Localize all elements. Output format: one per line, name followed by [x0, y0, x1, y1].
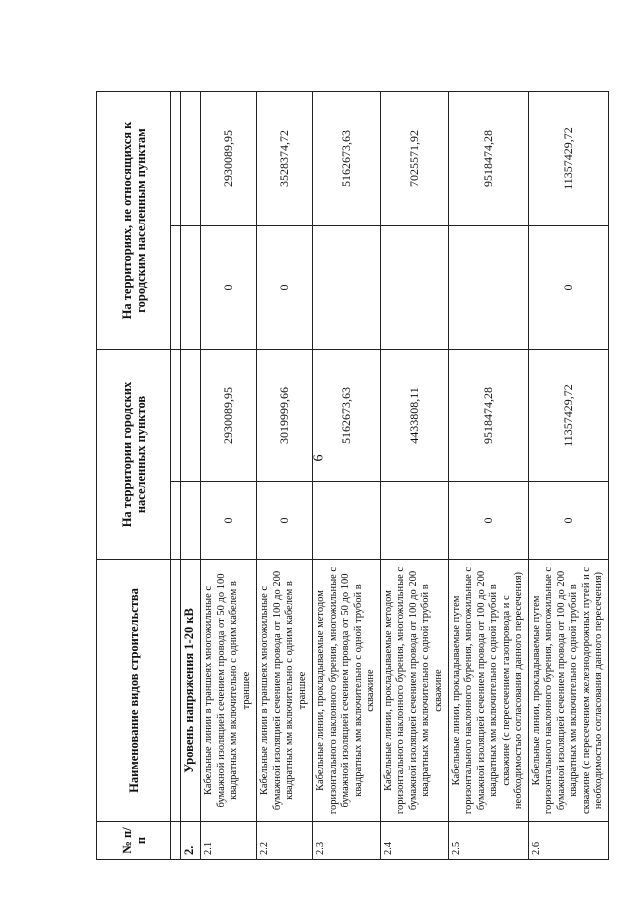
row-value-a: 0: [257, 482, 313, 560]
row-value-c: 0: [201, 226, 257, 350]
row-value-c: [448, 226, 528, 350]
row-num: 2.4: [380, 822, 448, 860]
table-row: [528, 92, 608, 860]
level-empty-cell: [181, 226, 201, 350]
row-value-d: 5162673,63: [313, 92, 381, 226]
level-empty-cell: [181, 482, 201, 560]
row-value-c: [313, 226, 381, 350]
row-num: 2.6: [528, 822, 608, 860]
table-row: [380, 92, 448, 860]
row-value-d: 7025571,92: [380, 92, 448, 226]
row-value-d: 2930089,95: [201, 92, 257, 226]
separator-cell: [171, 822, 181, 860]
header-num: № п/п: [97, 822, 171, 860]
row-value-b: 4433808,11: [380, 350, 448, 482]
table-row: [313, 92, 381, 860]
row-num: 2.3: [313, 822, 381, 860]
separator-cell: [171, 226, 181, 350]
document-table-rotated: [96, 92, 604, 860]
row-name: Кабельные линии, прокладываемые методом горизонтального наклонного бурения, многожильные с бумажной изоляцией сечением провода от 50 до 100 квадратных мм включительно с одной трубой в скважине: [313, 560, 381, 822]
page-number: 6: [311, 454, 327, 462]
separator-cell: [171, 350, 181, 482]
row-value-d: 3528374,72: [257, 92, 313, 226]
row-value-b: 11357429,72: [528, 350, 608, 482]
row-name: Кабельные линии, прокладываемые путем горизонтального наклонного бурения, многожильные с бумажной изоляцией сечением провода от 100 до 200 квадратных мм включительно с одной трубой в скважине (с пересечением газопровода и с необходимостью согласования данного пересечения): [448, 560, 528, 822]
row-value-a: 0: [448, 482, 528, 560]
document-table-frame: [96, 92, 604, 860]
table-row: [257, 92, 313, 860]
row-value-c: 0: [528, 226, 608, 350]
table-header-row: [97, 92, 171, 860]
header-urban: На территории городских населенных пунктов: [97, 350, 171, 560]
row-value-b: 2930089,95: [201, 350, 257, 482]
row-name: Кабельные линии, прокладываемые методом горизонтального наклонного бурения, многожильные с бумажной изоляцией сечением провода от 100 до 200 квадратных мм включительно с одной трубой в скважине: [380, 560, 448, 822]
row-num: 2.5: [448, 822, 528, 860]
row-value-a: [380, 482, 448, 560]
construction-cost-table: [96, 91, 609, 860]
level-empty-cell: [181, 92, 201, 226]
row-value-a: 0: [201, 482, 257, 560]
header-non-urban: На территориях, не относящихся к городским населенным пунктам: [97, 92, 171, 350]
row-num: 2.1: [201, 822, 257, 860]
row-name: Кабельные линии в траншеях многожильные с бумажной изоляцией сечением провода от 100 до 200 квадратных мм включительно с одним кабелем в траншее: [257, 560, 313, 822]
level-empty-cell: [181, 350, 201, 482]
separator-cell: [171, 92, 181, 226]
row-name: Кабельные линии в траншеях многожильные с бумажной изоляцией сечением провода от 50 до 100 квадратных мм включительно с одним кабелем в траншее: [201, 560, 257, 822]
level-title: Уровень напряжения 1-20 кВ: [181, 560, 201, 822]
level-row: [181, 92, 201, 860]
row-value-d: 9518474,28: [448, 92, 528, 226]
row-num: 2.2: [257, 822, 313, 860]
level-num: 2.: [181, 822, 201, 860]
row-value-a: [313, 482, 381, 560]
row-name: Кабельные линии, прокладываемые путем горизонтального наклонного бурения, многожильные с бумажной изоляцией сечением провода от 100 до 200 квадратных мм включительно с одной трубой в скважине (с пересечением железнодорожных путей и с необходимостью согласования данного пересечения): [528, 560, 608, 822]
row-value-c: 0: [257, 226, 313, 350]
row-value-d: 11357429,72: [528, 92, 608, 226]
table-separator-row: [171, 92, 181, 860]
row-value-b: 5162673,63: [313, 350, 381, 482]
separator-cell: [171, 560, 181, 822]
row-value-a: 0: [528, 482, 608, 560]
row-value-b: 3019999,66: [257, 350, 313, 482]
row-value-b: 9518474,28: [448, 350, 528, 482]
table-row: [201, 92, 257, 860]
separator-cell: [171, 482, 181, 560]
header-name: Наименование видов строительства: [97, 560, 171, 822]
row-value-c: [380, 226, 448, 350]
table-row: [448, 92, 528, 860]
